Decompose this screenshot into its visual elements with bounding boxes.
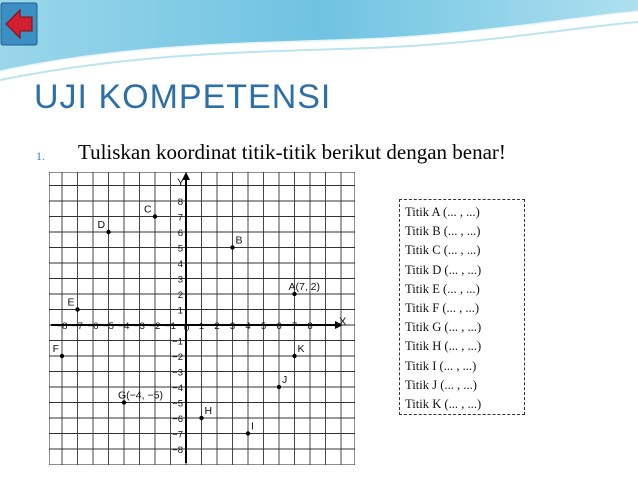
- y-tick-label: 7: [177, 212, 183, 224]
- y-tick-label: 5: [177, 243, 183, 255]
- y-tick-label: 2: [177, 290, 183, 301]
- point-label: A(7, 2): [288, 281, 321, 293]
- answer-box: [399, 199, 525, 415]
- y-tick-label: 3: [177, 274, 183, 286]
- y-tick-label: −2: [172, 352, 183, 363]
- point-marker: [75, 307, 79, 311]
- answer-item-f: Titik F (... , ...): [405, 301, 480, 316]
- x-tick-label: −2: [149, 321, 161, 332]
- x-axis-label: X: [339, 316, 347, 328]
- x-tick-label: −1: [165, 321, 176, 332]
- answer-item-d: Titik D (... , ...): [405, 262, 482, 277]
- origin-label: 0: [184, 323, 190, 334]
- point-marker: [153, 214, 157, 218]
- y-tick-label: −6: [172, 414, 183, 425]
- point-label: B: [235, 234, 243, 247]
- coordinate-plane: [49, 172, 355, 465]
- answer-item-k: Titik K (... , ...): [405, 397, 482, 412]
- point-label: J: [282, 374, 288, 386]
- slide-title: UJI KOMPETENSI: [34, 78, 332, 116]
- x-tick-label: 8: [307, 321, 313, 332]
- x-tick-label: −5: [103, 321, 114, 332]
- x-tick-label: −6: [87, 321, 99, 332]
- point-marker: [60, 354, 64, 358]
- x-tick-label: 5: [260, 321, 267, 332]
- point-label: C: [144, 203, 152, 216]
- y-tick-label: 8: [177, 197, 183, 208]
- y-tick-label: −8: [172, 445, 183, 456]
- x-tick-label: 1: [198, 321, 205, 332]
- x-tick-label: 4: [245, 321, 251, 332]
- point-marker: [106, 230, 110, 234]
- back-button[interactable]: [0, 2, 38, 46]
- y-tick-label: 4: [177, 259, 183, 270]
- answer-item-e: Titik E (... , ...): [405, 281, 480, 296]
- point-label: E: [67, 296, 75, 309]
- answer-item-b: Titik B (... , ...): [405, 224, 481, 239]
- y-axis-label: Y: [177, 177, 185, 189]
- point-label: G(−4, −5): [118, 389, 163, 402]
- point-marker: [246, 431, 250, 435]
- answer-item-c: Titik C (... , ...): [405, 243, 481, 258]
- x-tick-label: −3: [134, 321, 145, 332]
- question-number: 1.: [36, 149, 45, 163]
- x-tick-label: −4: [118, 321, 130, 332]
- y-tick-label: −5: [172, 398, 183, 410]
- y-tick-label: −7: [172, 429, 183, 441]
- y-tick-label: −3: [172, 367, 183, 379]
- x-tick-label: 7: [291, 321, 298, 332]
- answer-item-a: Titik A (... , ...): [405, 205, 480, 219]
- left-arrow-icon: [0, 2, 38, 46]
- x-tick-label: 6: [276, 321, 282, 332]
- x-tick-label: −8: [56, 321, 68, 332]
- y-tick-label: 6: [177, 228, 183, 239]
- y-tick-label: −1: [172, 336, 183, 348]
- answer-item-h: Titik H (... , ...): [405, 339, 482, 354]
- point-marker: [230, 245, 234, 249]
- point-marker: [199, 416, 203, 420]
- point-label: H: [204, 405, 213, 417]
- y-tick-label: 1: [177, 305, 183, 317]
- header-wave-band: [0, 0, 638, 90]
- question-text: Tuliskan koordinat titik-titik berikut dengan benar!: [78, 140, 506, 164]
- point-label: K: [297, 343, 305, 355]
- x-tick-label: 3: [229, 321, 236, 332]
- point-label: F: [52, 343, 59, 355]
- point-marker: [292, 354, 296, 358]
- answer-item-g: Titik G (... , ...): [405, 320, 482, 335]
- answer-item-i: Titik I (... , ...): [405, 358, 477, 373]
- answer-item-j: Titik J (... , ...): [405, 377, 477, 392]
- point-label: I: [251, 420, 254, 433]
- point-marker: [277, 385, 281, 389]
- x-tick-label: 2: [214, 321, 220, 332]
- x-tick-label: −7: [72, 321, 83, 332]
- y-tick-label: −4: [172, 383, 183, 394]
- point-label: D: [97, 219, 106, 231]
